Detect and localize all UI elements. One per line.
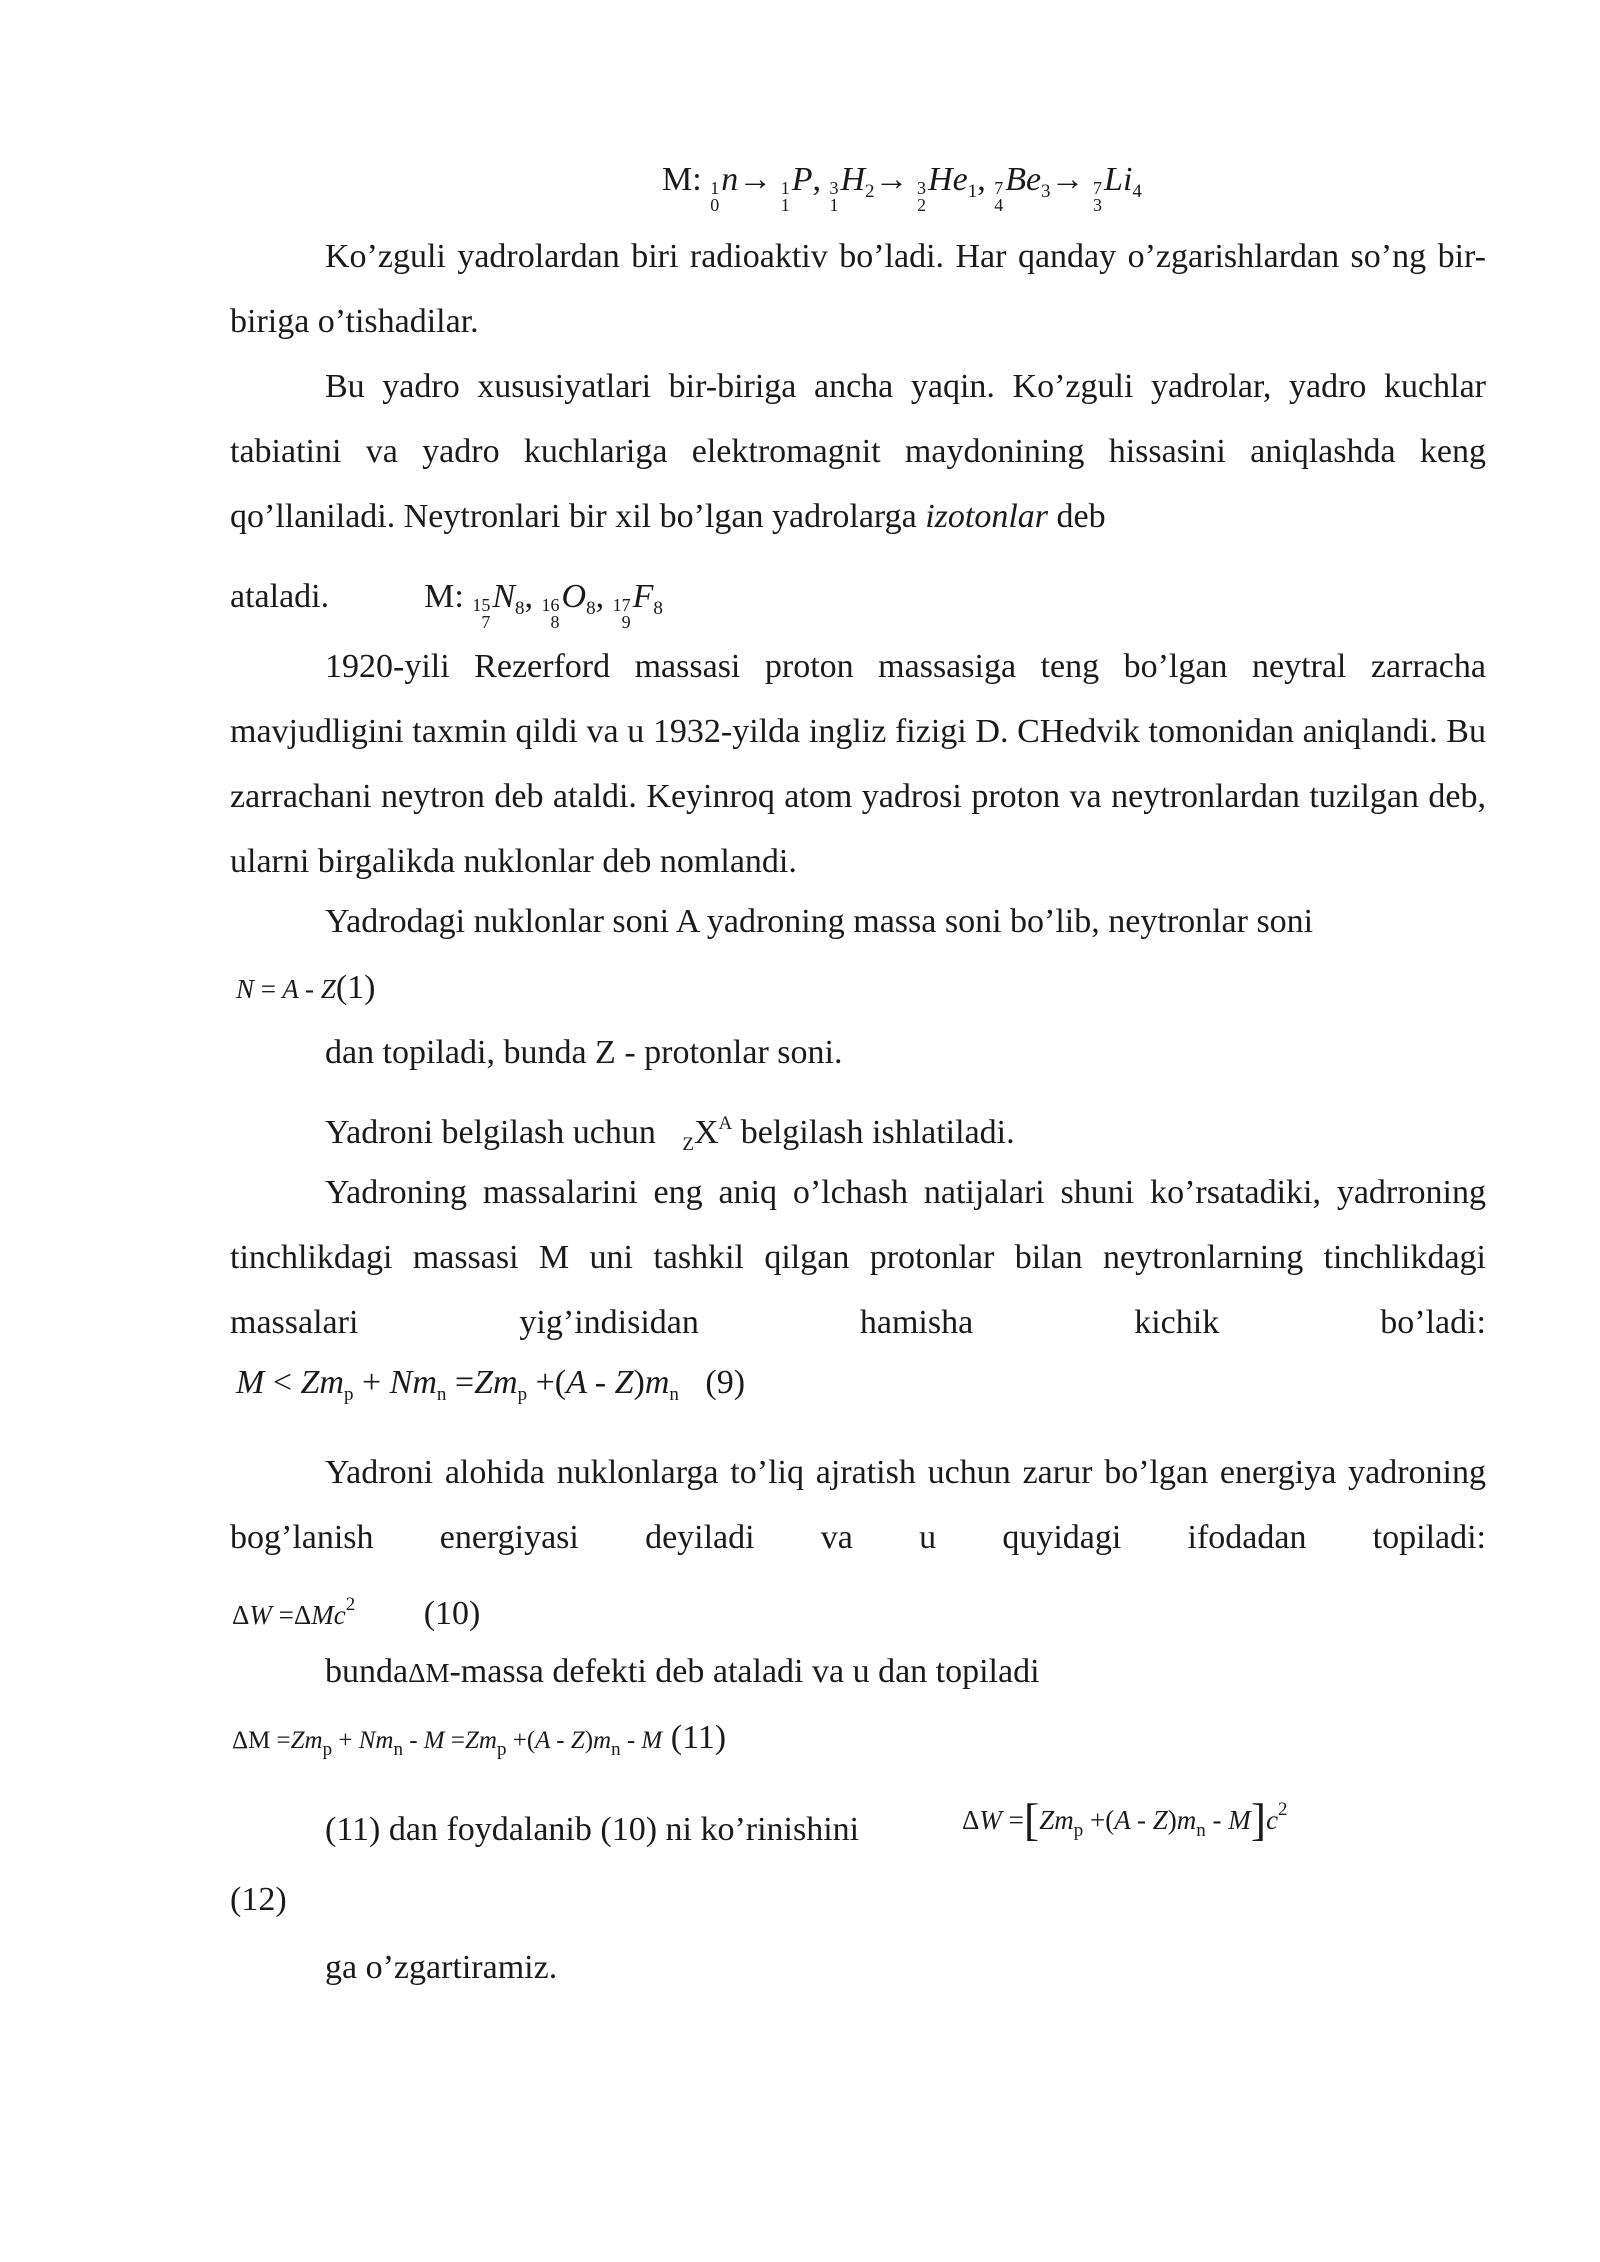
paragraph-neutron-history: 1920-yili Rezerford massasi proton massasiga teng bo’lgan neytral zarracha mavjudligini taxmin qildi va u 1932-yilda ingliz fizigi D. CHedvik tomonidan aniqlandi. Bu zarrachani neytron deb ataldi. Keyinroq atom yadrosi proton va neytronlardan tuzilgan deb, ularni birgalikda nuklonlar deb nomlandi.	[230, 648, 1486, 880]
isotone-prefix: M:	[424, 578, 464, 615]
equation-12: $\Delta W =[Zm_p +(A - Z)m_n - M]c^2$	[962, 1794, 1288, 1845]
paragraph-mass-defect-intro: Yadroning massalarini eng aniq o’lchash natijalari shuni ko’rsatadiki, yadrroning tinchlikdagi massasi M uni tashkil qilgan protonlar bilan neytronlarning tinchlikdagi massalari yig’indisidan hamisha kichik bo’ladi:	[230, 1174, 1486, 1341]
equation-1-number: (1)	[335, 969, 376, 1006]
paragraph-transform: (11) dan foydalanib (10) ni ko’rinishini	[325, 1811, 860, 1848]
notation-text-end: belgilash ishlatiladi.	[740, 1114, 1015, 1151]
paragraph-conclusion: ga o’zgartiramiz.	[325, 1949, 558, 1986]
equation-12-number: (12)	[230, 1881, 287, 1918]
mass-defect-text: bunda	[325, 1653, 409, 1690]
equation-10: ΔW =ΔMc$^2$ (10)	[232, 1594, 481, 1632]
mirror-nuclei-equation: 1 0 n→ 1 1 P, 3 1 $H_2\to$ 3 2 $He_1$, 7 4 $Be_3\to$ 7 3 $Li_4$	[710, 161, 1142, 215]
paragraph-mass-defect	[325, 1652, 1040, 1693]
paragraph-protons: dan topiladi, bunda Z - protonlar soni.	[325, 1034, 843, 1071]
paragraph-isotones	[230, 354, 1486, 549]
isotones-text-end: deb	[1056, 498, 1106, 535]
formula-prefix: M:	[662, 161, 702, 198]
equation-9-number: (9)	[705, 1364, 746, 1401]
mass-defect-text-end: -massa defekti deb ataladi va u dan topiladi	[449, 1653, 1040, 1690]
paragraph-nucleons: Yadrodagi nuklonlar soni A yadroning massa soni bo’lib, neytronlar soni	[325, 903, 1314, 940]
isotone-formula: 15 7 $N_8$, 16 8 $O_8$, 17 9 $F_8$	[472, 578, 663, 632]
nucleus-notation-symbol: $_ZX^A$	[682, 1113, 733, 1155]
paragraph-mirror-nuclei: Ko’zguli yadrolardan biri radioaktiv bo’ladi. Har qanday o’zgarishlardan so’ng bir-biriga o’tishadilar.	[230, 238, 1486, 340]
equation-1: N = A - Z(1)	[236, 969, 376, 1006]
isotones-text: Bu yadro xususiyatlari bir-biriga ancha yaqin. Ko’zguli yadrolar, yadro kuchlar tabiatini va yadro kuchlariga elektromagnit maydonining hissasini aniqlashda keng qo’llaniladi. Neytronlari bir xil bo’lgan yadrolarga	[230, 368, 1486, 535]
isotone-line	[230, 577, 663, 631]
equation-9: $M < Zm_p + Nm_n =Zm_p +(A - Z)m_n$ (9)	[236, 1364, 746, 1405]
equation-11-number: (11)	[670, 1719, 727, 1756]
mirror-nuclei-formula	[662, 160, 1142, 214]
paragraph-binding-energy: Yadroni alohida nuklonlarga to’liq ajratish uchun zarur bo’lgan energiya yadroning bog’lanish energiyasi deyiladi va u quyidagi ifodadan topiladi:	[230, 1454, 1486, 1556]
equation-10-number: (10)	[423, 1595, 481, 1632]
paragraph-notation	[325, 1104, 1015, 1165]
delta-m-symbol: ΔM	[408, 1658, 450, 1688]
notation-text: Yadroni belgilash uchun	[325, 1114, 656, 1151]
equation-11: $\Delta M =Zm_p + Nm_n - M =Zm_p +(A - Z)m_n - M$ (11)	[232, 1719, 727, 1760]
isotones-last-word: ataladi.	[230, 578, 330, 615]
isotones-term: izotonlar	[925, 498, 1049, 535]
